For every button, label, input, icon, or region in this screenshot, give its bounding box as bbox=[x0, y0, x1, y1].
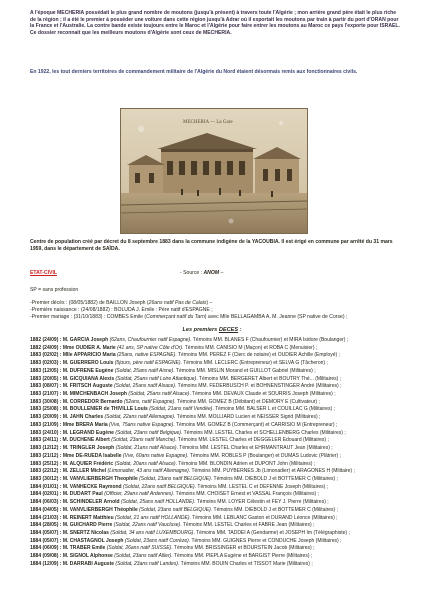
death-witnesses: . Témoins MM. LESTEL Charles et DEGGELER Edouard (Militaires) ; bbox=[175, 437, 329, 444]
death-date: 1883 (21/09) : bbox=[30, 421, 62, 428]
source-suffix: – bbox=[219, 270, 224, 276]
death-person: M. DUDART Paul bbox=[62, 491, 103, 498]
death-person: M. REINERT Matthieu bbox=[62, 514, 114, 521]
death-witnesses: . Témoins MM. DIEBOLD J et BOTTEMER C (Militaires) ; bbox=[210, 506, 338, 513]
death-date: 1884 (06/09) : bbox=[30, 545, 62, 552]
death-witnesses: . Témoins MM. PUYBERNES Jb (Limonadier) et ARAGONES H (Militaire) ; bbox=[188, 468, 355, 475]
death-record bbox=[30, 476, 402, 484]
death-record bbox=[30, 376, 402, 384]
death-person: M. FRITSCH Auguste bbox=[62, 383, 113, 390]
death-witnesses: . Témoins MM. LESTEL Charles et SCHELLENBERG Charles (Militaires) ; bbox=[180, 429, 346, 436]
death-info: (Soldat, 23ans natif Allier) bbox=[114, 553, 172, 560]
death-record bbox=[30, 391, 402, 399]
death-record bbox=[30, 507, 402, 515]
death-witnesses: . Témoins MM. BLANES F (Chaufournier) et MIRA Isidore (Boulanger) ; bbox=[190, 337, 349, 343]
death-record bbox=[30, 445, 402, 453]
death-record bbox=[30, 499, 402, 507]
death-person: M. TRINGLER Joseph bbox=[62, 445, 115, 452]
death-person: M. VANVLIERBERGH Théophile bbox=[62, 506, 138, 513]
death-record bbox=[30, 545, 402, 553]
death-witnesses: . Témoins MM. BRISSINGER et BOURSTEIN Jacob (Militaires) ; bbox=[171, 545, 315, 552]
death-date: 1883 (24/11) : bbox=[30, 437, 62, 444]
death-record bbox=[30, 352, 402, 360]
source-citation bbox=[180, 269, 223, 277]
death-info: (Soldat, 25ans natif Alsace) bbox=[114, 383, 175, 390]
death-record bbox=[30, 414, 402, 422]
death-person: M. DARRABI Auguste bbox=[62, 560, 115, 567]
death-person: M. GICQUIANA Alexis bbox=[62, 375, 115, 382]
death-info: (Soldat, 34 ans natif LUXEMBOURG) bbox=[110, 529, 194, 536]
death-date: 1883 (24/10) : bbox=[30, 429, 62, 436]
death-info: (Vve, 60ans native Espagne) bbox=[122, 452, 188, 459]
death-witnesses: . Témoins MM. PEREZ F (Clerc de notaire) et OUDIER Achille (Employé) ; bbox=[175, 352, 340, 359]
death-date: 1884 (05/07) : bbox=[30, 529, 62, 536]
death-record bbox=[30, 553, 402, 561]
first-marriage-note: Commerçant natif du Tarn bbox=[146, 314, 205, 321]
deaths-heading-suffix: : bbox=[238, 327, 242, 333]
death-info: (41 ans, SP native Côte d'Or) bbox=[117, 344, 183, 351]
death-date: 1883 (12/12) : bbox=[30, 445, 62, 452]
death-record bbox=[30, 406, 402, 414]
death-person: M. LEGRAND Eugène bbox=[62, 429, 114, 436]
death-date: 1883 (25/08) : bbox=[30, 406, 62, 413]
first-death-note: 26ans natif Pas de Calais bbox=[148, 300, 207, 306]
death-witnesses: . Témoins MM. BALSER L et COUILLAC G (Militaires) ; bbox=[212, 406, 335, 413]
death-record bbox=[30, 530, 402, 538]
death-witnesses: . Témoins MM. TADDEI A (Gendarme) et JOSEPH Im (Télégraphiste) ; bbox=[193, 529, 350, 536]
death-date: 1884 (21/03) : bbox=[30, 514, 62, 521]
death-info: (5jours, père natif ESPAGNE) bbox=[114, 360, 181, 367]
death-info: (Soldat, 20ans natif Alsace) bbox=[114, 460, 176, 467]
death-witnesses: . Témoins MM. GOMEZ B (Commerçant) et CARRISIO M (Entrepreneur) ; bbox=[173, 421, 338, 428]
death-person: M. SNERTZ Nicolas bbox=[62, 529, 109, 536]
death-person: M. SCHINDELER Arnold bbox=[62, 499, 120, 506]
death-info: (Soldat, 22ans natif Vaucluse) bbox=[113, 522, 181, 529]
death-date: 1884 (05/07) : bbox=[30, 537, 62, 544]
death-date: 1883 (02/02) : bbox=[30, 352, 62, 359]
death-witnesses: . Témoins MM. GOMEZ B (Débitant) et DEMORY E (Cultivateur) ; bbox=[174, 398, 320, 405]
deaths-heading-word: DECES bbox=[218, 327, 239, 333]
death-witnesses: . Témoins MM. CHOISET Ernest et VASSAL François (Militaires) ; bbox=[172, 491, 319, 498]
death-info: (Soldat, 23ans natif Manche) bbox=[111, 437, 176, 444]
death-witnesses: . Témoins MM. PIEPLA Eugène et BARGIST Pierre (Militaires) ; bbox=[171, 553, 313, 560]
death-info: (Soldat, 25ans natif Aisne) bbox=[114, 367, 174, 374]
death-person: M. ALQUIER Frédéric bbox=[62, 460, 114, 467]
deaths-heading-prefix: Les premiers bbox=[182, 327, 219, 333]
history-paragraph: En 1922, les tout derniers territoires de commandement militaire de l'Algérie du Nord étaient désormais remis aux fonctionnaires civils. bbox=[30, 69, 358, 75]
death-date: 1883 (25/12) : bbox=[30, 460, 62, 467]
death-record bbox=[30, 468, 402, 476]
death-witnesses: . Témoins MM. LOYER Célestin et FEY J. Pierre (Militaires) ; bbox=[194, 499, 329, 506]
death-record bbox=[30, 538, 402, 546]
death-info: (Soldat, 21ans natif Alsace) bbox=[115, 445, 177, 452]
death-record bbox=[30, 437, 402, 445]
death-info: (Soldat, 21 ans natif HOLLANDE) bbox=[115, 514, 190, 521]
death-witnesses: . Témoins MM. DEVAUX Claude et SOURRIS Joseph (Militaires) ; bbox=[189, 391, 336, 398]
intro-paragraph: A l'époque MECHERIA possédait le plus grand nombre de moutons (jusqu'à présent) à travers toute l'Algérie ; mon arrière grand père était le plus riche de la région ; il a été le premier à posséder une voiture dans cette région jusqu'à Adrar où il exportait les moutons par train à partir du port d'ORAN pour la France et l'Australie. La contre bande existe toujours entre le Maroc et l'Algérie pour faire entrer les moutons au Maroc ce pays l'exporte pour ISRAEL. Ce dossier reconnait que les meilleurs moutons d'Algérie sont ceux de MECHERIA. bbox=[30, 10, 400, 36]
death-date: 1883 (21/12) : bbox=[30, 452, 62, 459]
death-info: (Vve, 75ans native Espagne) bbox=[109, 421, 174, 428]
death-date: 1883 (20/05) : bbox=[30, 375, 62, 382]
death-witnesses: . Témoins MM. MOLLIARD Lucien et NEISSER Sigrid (Militaires) ; bbox=[174, 414, 321, 421]
death-info: (Soldat, 22ans natif BELGIQUE) bbox=[123, 483, 195, 490]
death-date: 1883 (30/12) : bbox=[30, 475, 62, 482]
death-record bbox=[30, 360, 402, 368]
death-record bbox=[30, 515, 402, 523]
death-date: 1883 (22/12) : bbox=[30, 468, 62, 475]
deaths-heading bbox=[0, 327, 424, 333]
death-person: Mme BRERA Maria bbox=[62, 421, 108, 428]
death-witnesses: . Témoins MM. GUIGNES Pierre et CONDUCHE Joseph (Militaires) ; bbox=[188, 537, 342, 544]
death-record bbox=[30, 368, 402, 376]
first-death-tail: ) – bbox=[206, 300, 213, 306]
death-record bbox=[30, 491, 402, 499]
station-photo bbox=[120, 108, 308, 234]
death-info: (Officier, 29ans natif Ardennes) bbox=[104, 491, 173, 498]
death-date: 1883 (30/08) : bbox=[30, 398, 62, 405]
death-date: 1884 (02/01) : bbox=[30, 491, 62, 498]
death-person: M. TRABER Emile bbox=[62, 545, 106, 552]
death-witnesses: . Témoins MM. LECLERC (Entrepreneur) et SELVA G (Tâcheron) ; bbox=[180, 360, 328, 367]
death-record bbox=[30, 522, 402, 530]
death-date: 1884 (28/05) : bbox=[30, 522, 62, 529]
death-date: 1884 (01/01) : bbox=[30, 483, 62, 490]
first-events-list bbox=[30, 300, 402, 322]
death-info: (Soldat, 26ans natif SUISSE) bbox=[106, 545, 172, 552]
death-person: M. GUICHARD Pierre bbox=[62, 522, 113, 529]
death-info: (62ans, Chaufournier natif Espagne) bbox=[109, 337, 191, 343]
death-witnesses: . Témoins MM. BERGERET Albert et BOUTRY Thé... (Militaires) ; bbox=[196, 375, 342, 382]
death-info: (25ans, native ESPAGNE) bbox=[117, 352, 176, 359]
death-person: M. JAHN Charles bbox=[62, 414, 104, 421]
death-date: 1883 (21/07) : bbox=[30, 391, 62, 398]
death-record bbox=[30, 422, 402, 430]
death-person: Mme OUDIER A. Marie bbox=[62, 344, 116, 351]
death-witnesses: . Témoins MM. MISLIN Morand et GUILLOT Gabriel (Militaires) ; bbox=[173, 367, 316, 374]
death-info: (Soldat, 25ans natif HOLLANDE) bbox=[120, 499, 195, 506]
death-date: 1882 (24/09) : bbox=[30, 337, 62, 343]
death-person: Mlle APPARICIO Maria bbox=[62, 352, 116, 359]
death-info: (Soldat, 23ans natif BELGIQUE) bbox=[139, 475, 211, 482]
death-witnesses: . Témoins MM. CANISIO M (Maçon) et ROBA C (Menuisier) ; bbox=[182, 344, 318, 351]
first-death-label: -Premier décès : (08/05/1882) de BAILLON Joseph bbox=[30, 300, 147, 306]
first-birth-label: -Première naissance : (24/08/1882) : BOLUDA J. Emile : Père natif d'ESPAGNE ; bbox=[30, 307, 213, 314]
death-record bbox=[30, 461, 402, 469]
death-info: (Soldat, 23ans natif Belgique) bbox=[115, 429, 181, 436]
sp-legend: SP = sans profession bbox=[30, 287, 79, 293]
first-marriage-label: -Premier mariage : (31/10/1883) : COMBES Emile bbox=[30, 314, 145, 321]
death-person: M. DUCHÊNE Albert bbox=[62, 437, 110, 444]
death-record bbox=[30, 484, 402, 492]
page-bottom-fade bbox=[0, 590, 424, 600]
death-witnesses: . Témoins MM. LESTEL Charles et EHRMANTRAUT Jean (Militaires) ; bbox=[176, 445, 333, 452]
death-date: 1883 (12/05) : bbox=[30, 367, 62, 374]
death-person: Mme DE-RUEDA Isabelle bbox=[62, 452, 122, 459]
death-info: (Soldat, 21ans natif Vendée) bbox=[149, 406, 213, 413]
photo-caption: MECHERIA — La Gare bbox=[183, 120, 233, 125]
death-record bbox=[30, 399, 402, 407]
first-marriage: -Premier mariage : (31/10/1883) : COMBES Emile (Commerçant natif du Tarn) avec Mlle BELLAGAMBA A. M. Jeanne (SP native de Corse) ; bbox=[30, 314, 348, 321]
death-info: (Soldat, 23ans natif Landes) bbox=[115, 560, 178, 567]
source-prefix: - Source : bbox=[180, 270, 204, 276]
death-person: M. CORREDOR Bernardo bbox=[62, 398, 123, 405]
first-birth bbox=[30, 307, 402, 314]
death-date: 1883 (02/03) : bbox=[30, 360, 62, 367]
centre-paragraph: Centre de population créé par décret du 8 septembre 1883 dans la commune indigène de la YACOUBIA. Il est érigé en commune par arrêté du 31 mars 1959, dans le département de SAÏDA. bbox=[30, 239, 393, 252]
death-witnesses: . Témoins MM. BOUIN Charles et TISSOT Marie (Militaires) ; bbox=[177, 560, 313, 567]
death-person: M. GUERRERO Louis bbox=[62, 360, 114, 367]
death-person: M. VANVLIERBERGH Theophile bbox=[62, 475, 138, 482]
death-person: M. ZELLER Michel bbox=[62, 468, 107, 475]
first-death: -Premier décès : (08/05/1882) de BAILLON Joseph (26ans natif Pas de Calais) – bbox=[30, 300, 213, 306]
death-witnesses: . Témoins MM. BLONDIN Adrien et DUPONT John (Militaires) ; bbox=[175, 460, 316, 467]
death-date: 1884 (04/05) : bbox=[30, 506, 62, 513]
death-date: 1884 (06/03) : bbox=[30, 499, 62, 506]
death-person: M. DUFRENE Eugène bbox=[62, 367, 114, 374]
death-date: 1883 (20/09) : bbox=[30, 414, 62, 421]
source-line bbox=[30, 269, 402, 277]
death-person: M. GARCIA Joseph bbox=[62, 337, 109, 343]
death-person: M. SIGNOL Alphonse bbox=[62, 553, 113, 560]
death-date: 1884 (12/09) : bbox=[30, 560, 62, 567]
death-info: (Soldat, 25ans natif Alsace) bbox=[128, 391, 190, 398]
death-witnesses: . Témoins MM. DIEBOLD J et BOTTEMER C (Militaires) ; bbox=[210, 475, 338, 482]
death-info: (Soldat, 22ans natif Allemagne) bbox=[104, 414, 175, 421]
death-info: (Soldat, 23ans natif Corrèze) bbox=[124, 537, 189, 544]
death-info: (Soldat, 25ans natif Loire Atlantique) bbox=[115, 375, 197, 382]
death-witnesses: . Témoins MM. LESTEL Charles et FABRE Jean (Militaires) ; bbox=[180, 522, 315, 529]
death-record bbox=[30, 430, 402, 438]
death-date: 1884 (09/08) : bbox=[30, 553, 62, 560]
death-record bbox=[30, 337, 402, 345]
source-name: ANOM bbox=[203, 270, 220, 276]
death-record bbox=[30, 561, 402, 569]
etat-civil-heading: ETAT-CIVIL bbox=[30, 270, 57, 276]
death-witnesses: . Témoins MM. ROBLES P (Boulanger) et DUMAS Ludovic (Plâtrier) ; bbox=[187, 452, 341, 459]
death-person: M. VANHECKE Raymond bbox=[62, 483, 122, 490]
death-record bbox=[30, 345, 402, 353]
death-record bbox=[30, 453, 402, 461]
death-person: M. MIMCHENBACH Joseph bbox=[62, 391, 127, 398]
death-record bbox=[30, 383, 402, 391]
death-date: 1883 (08/07) : bbox=[30, 383, 62, 390]
death-info: (Limonadier, 43 ans natif Allemagne) bbox=[107, 468, 189, 475]
death-witnesses: . Témoins MM. FEDERBUSCH P. et BOHNENSTINGER André (Militaires) ; bbox=[174, 383, 342, 390]
death-info: (Soldat, 23ans natif BELGIQUE) bbox=[139, 506, 211, 513]
deaths-list bbox=[30, 337, 402, 569]
death-person: M. CHASTAGNOL Joseph bbox=[62, 537, 124, 544]
death-date: 1882 (24/09) : bbox=[30, 344, 62, 351]
death-person: M. BOULLENIER de THIVILLE Louis bbox=[62, 406, 148, 413]
first-marriage-tail: ) avec Mlle BELLAGAMBA A. M. Jeanne (SP native de Corse) ; bbox=[204, 314, 348, 321]
death-witnesses: . Témoins MM. LESTEL C et DEFENNE Joseph (Militaires) ; bbox=[194, 483, 329, 490]
death-witnesses: . Témoins MM. LEBLANC Gaston et DURAND Léonce (Militaires) ; bbox=[189, 514, 338, 521]
death-info: (52ans, natif Espagne) bbox=[123, 398, 175, 405]
station-photo-illustration bbox=[121, 109, 307, 233]
